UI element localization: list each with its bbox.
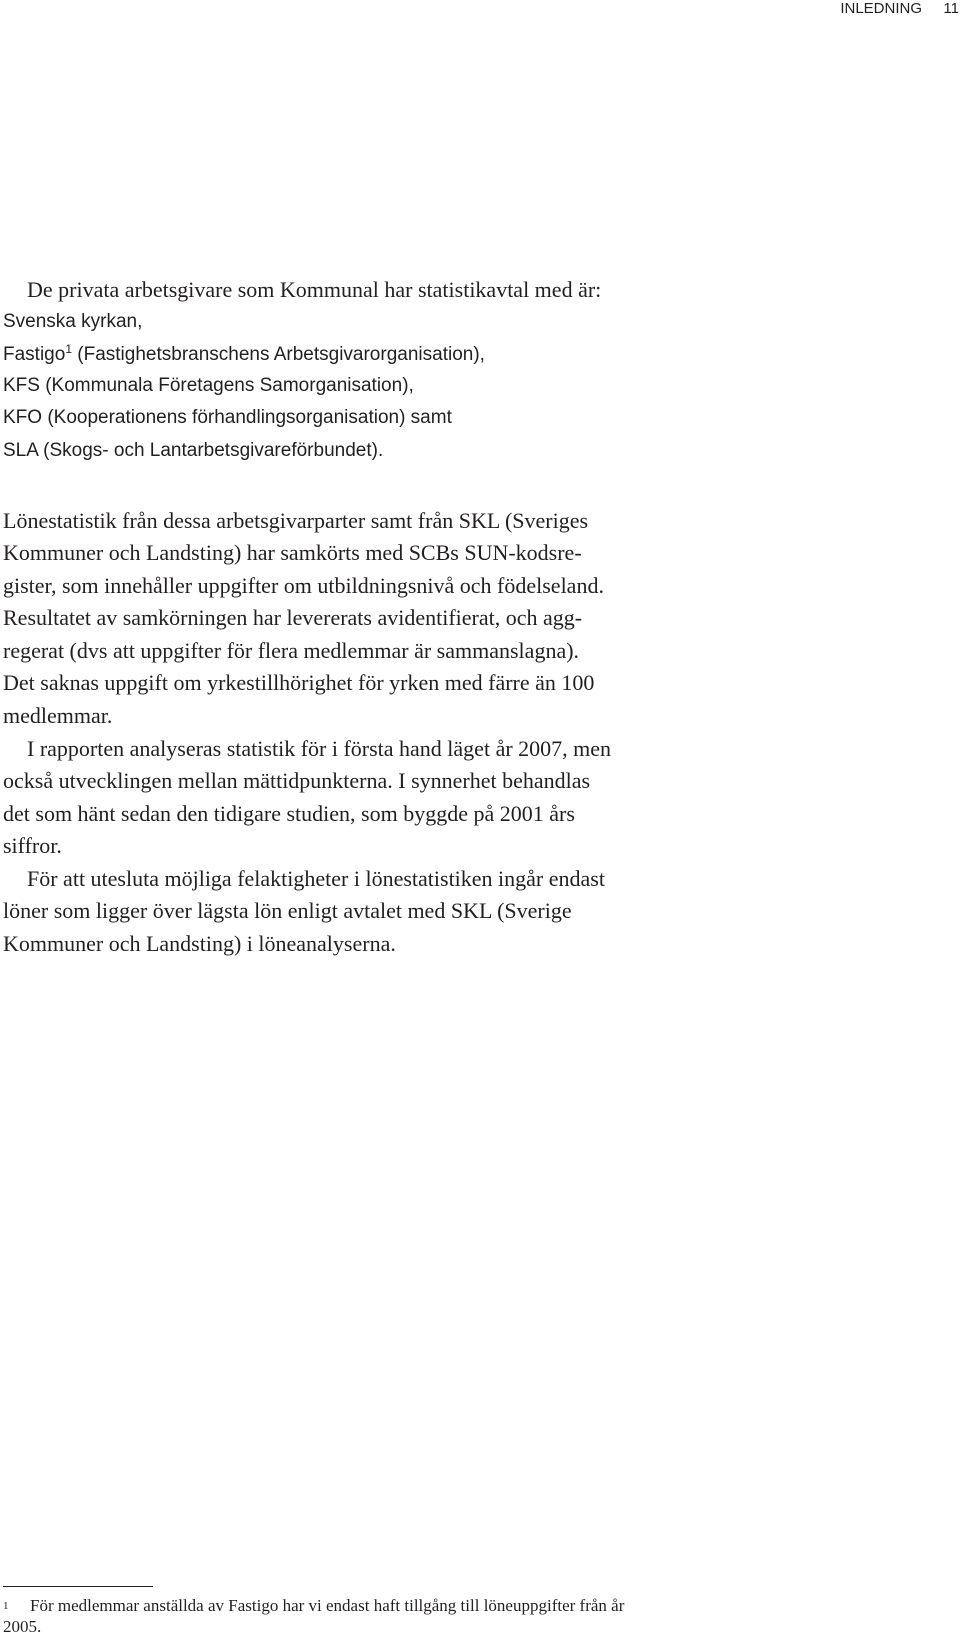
footnote-reference: 1 — [65, 342, 72, 356]
employer-description: (Fastighetsbranschens Arbetsgivarorganisation), — [72, 344, 485, 365]
body-line: det som hänt sedan den tidigare studien, som byggde på 2001 års — [3, 801, 575, 826]
employer-name: Fastigo — [3, 344, 66, 365]
employer-list-item: Svenska kyrkan, — [3, 311, 143, 332]
body-line: För att utesluta möjliga felaktigheter i lönestatistiken ingår endast — [27, 866, 605, 891]
footnote-mark: 1 — [3, 1600, 9, 1612]
body-line: löner som ligger över lägsta lön enligt avtalet med SKL (Sverige — [3, 898, 572, 923]
body-line: Kommuner och Landsting) i löneanalyserna. — [3, 931, 396, 956]
page-number: 11 — [943, 0, 959, 17]
body-line: gister, som innehåller uppgifter om utbildningsnivå och födelseland. — [3, 573, 604, 598]
body-line: I rapporten analyseras statistik för i första hand läget år 2007, men — [27, 736, 612, 761]
body-line: siffror. — [3, 833, 62, 858]
employer-list-item — [3, 344, 485, 366]
footnote-text-continued: 2005. — [3, 1617, 42, 1636]
footnote-text: För medlemmar anställda av Fastigo har vi endast haft tillgång till löneuppgifter från år — [30, 1596, 625, 1615]
employer-list-item: KFO (Kooperationens förhandlingsorganisation) samt — [3, 407, 452, 428]
body-line: Det saknas uppgift om yrkestillhörighet för yrken med färre än 100 — [3, 670, 595, 695]
body-line: Kommuner och Landsting) har samkörts med SCBs SUN-kodsre- — [3, 540, 582, 565]
footnote-divider — [3, 1586, 153, 1587]
body-line: också utvecklingen mellan mättidpunkterna. I synnerhet behandlas — [3, 768, 591, 793]
body-line: Resultatet av samkörningen har levererats avidentifierat, och agg- — [3, 605, 583, 630]
intro-lead: De privata arbetsgivare som Kommunal har statistikavtal med är: — [27, 277, 602, 302]
body-line: Lönestatistik från dessa arbetsgivarparter samt från SKL (Sveriges — [3, 508, 589, 533]
body-line: regerat (dvs att uppgifter för flera medlemmar är sammanslagna). — [3, 638, 580, 663]
employer-list-item: SLA (Skogs- och Lantarbetsgivareförbundet). — [3, 440, 384, 461]
employer-list-item: KFS (Kommunala Företagens Samorganisation), — [3, 375, 414, 396]
section-title: INLEDNING — [840, 0, 922, 17]
body-line: medlemmar. — [3, 703, 113, 728]
